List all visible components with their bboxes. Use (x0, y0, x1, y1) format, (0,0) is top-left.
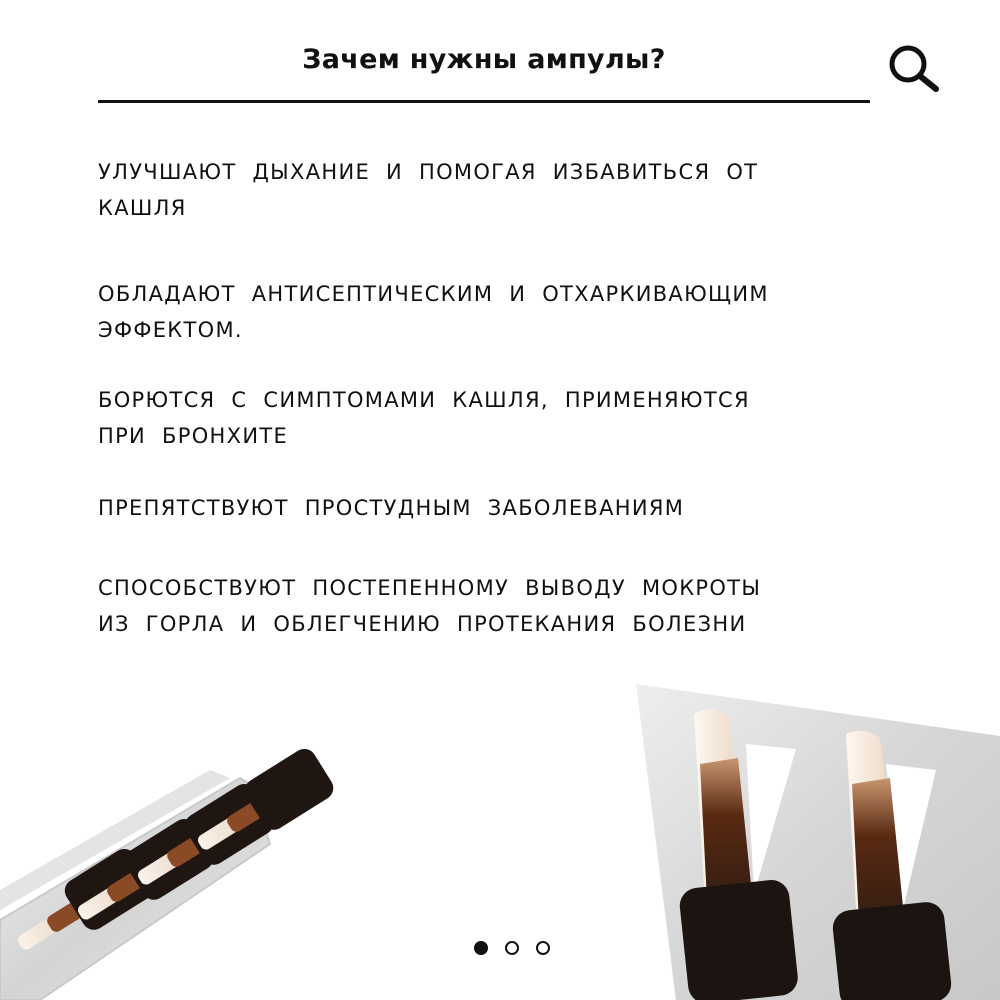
carousel-dot-1[interactable] (474, 941, 488, 955)
page-title: Зачем нужны ампулы? (302, 44, 666, 75)
search-icon (884, 38, 944, 98)
benefit-item: СПОСОБСТВУЮТ ПОСТЕПЕННОМУ ВЫВОДУ МОКРОТЫ ИЗ ГОРЛА И ОБЛЕГЧЕНИЮ ПРОТЕКАНИЯ БОЛЕЗНИ (98, 576, 762, 636)
carousel-dot-3[interactable] (536, 941, 550, 955)
title-divider (98, 100, 870, 103)
carousel-pagination (474, 941, 550, 959)
benefit-item: УЛУЧШАЮТ ДЫХАНИЕ И ПОМОГАЯ ИЗБАВИТЬСЯ ОТ КАШЛЯ (98, 160, 759, 220)
ampoules-photo-left (0, 740, 440, 1000)
benefit-item: БОРЮТСЯ С СИМПТОМАМИ КАШЛЯ, ПРИМЕНЯЮТСЯ ПРИ БРОНХИТЕ (98, 388, 750, 448)
ampoules-photo-right (636, 684, 1000, 1000)
benefit-item: ПРЕПЯТСТВУЮТ ПРОСТУДНЫМ ЗАБОЛЕВАНИЯМ (98, 496, 685, 520)
search-button[interactable] (884, 38, 944, 98)
carousel-dot-2[interactable] (505, 941, 519, 955)
benefit-item: ОБЛАДАЮТ АНТИСЕПТИЧЕСКИМ И ОТХАРКИВАЮЩИМ ЭФФЕКТОМ. (98, 282, 769, 342)
